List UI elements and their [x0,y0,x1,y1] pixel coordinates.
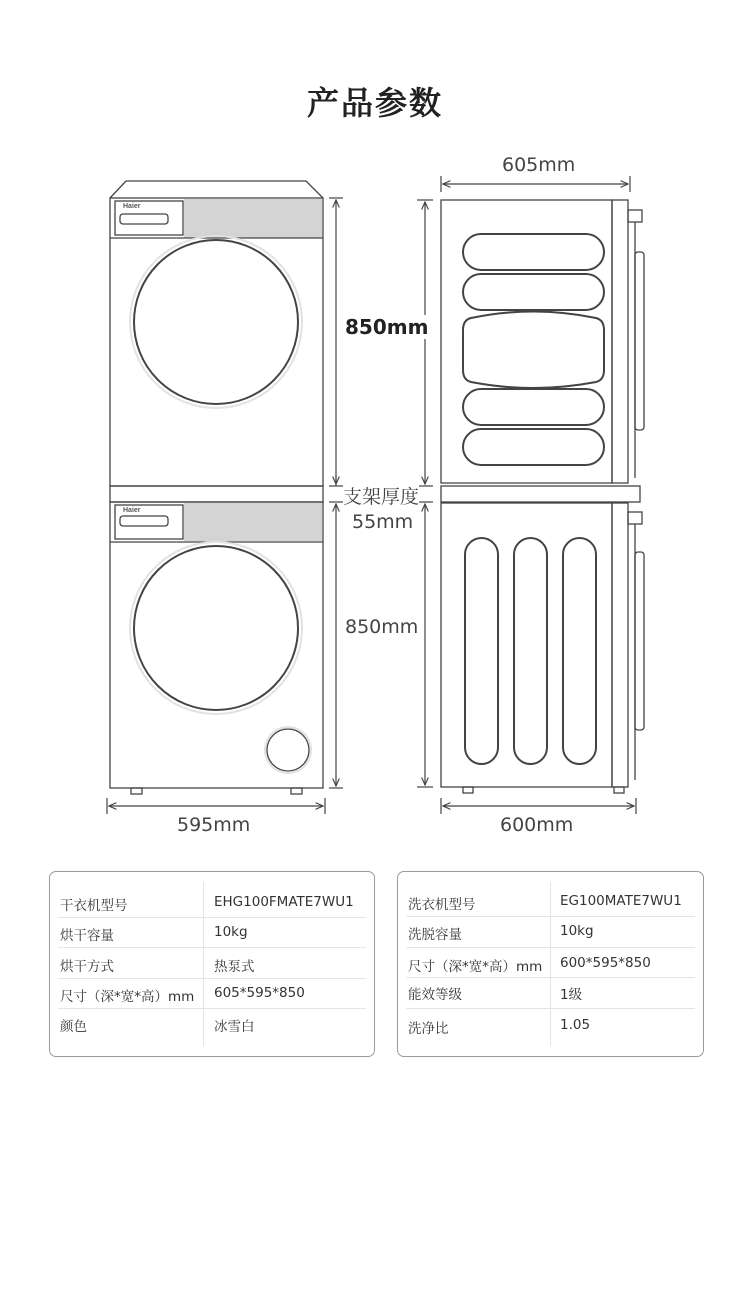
table-row [50,1008,374,1038]
spec-value: EHG100FMATE7WU1 [214,894,354,910]
spec-key: 洗脱容量 [408,927,462,943]
spec-key: 洗净比 [408,1021,449,1037]
dim-top-width: 605mm [502,154,576,176]
spec-value: 10kg [560,923,594,939]
washer-side-view [441,503,644,793]
dim-side-width: 600mm [500,814,574,836]
spec-key: 烘干方式 [60,959,114,975]
table-row [398,886,703,916]
spec-key: 尺寸（深*宽*高）mm [408,959,543,975]
spec-value: 10kg [214,924,248,940]
page-title: 产品参数 [306,84,443,122]
table-row [398,1010,703,1040]
spec-value: 冰雪白 [214,1019,255,1035]
dim-dryer-height: 850mm [345,315,429,339]
spec-value: 605*595*850 [214,985,305,1001]
spec-key: 干衣机型号 [60,898,128,914]
washer-spec-table [397,871,704,1057]
spec-value: 热泵式 [214,959,255,975]
dryer-spec-table [49,871,375,1057]
spec-value: EG100MATE7WU1 [560,893,682,909]
dim-stand-height: 55mm [352,511,414,533]
stand-front [110,486,323,502]
washer-front-view [110,502,323,794]
dryer-brand-logo: Haier [123,203,141,210]
spec-value: 600*595*850 [560,955,651,971]
spec-key: 尺寸（深*宽*高）mm [60,989,195,1005]
spec-key: 能效等级 [408,987,462,1003]
stand-side [441,486,640,502]
dim-stand-label: 支架厚度 [343,482,419,509]
table-row [398,976,703,1006]
dim-front-width: 595mm [177,814,251,836]
spec-key: 颜色 [60,1019,87,1035]
table-row [50,978,374,1008]
dryer-front-view [110,181,323,486]
dryer-side-view [441,200,644,483]
table-row [50,948,374,978]
table-row [398,948,703,978]
spec-key: 洗衣机型号 [408,897,476,913]
table-row [50,887,374,917]
spec-key: 烘干容量 [60,928,114,944]
table-row [50,917,374,947]
spec-value: 1级 [560,987,583,1003]
washer-brand-logo: Haier [123,507,141,514]
spec-value: 1.05 [560,1017,591,1033]
table-row [398,916,703,946]
dim-washer-height: 850mm [345,616,419,638]
